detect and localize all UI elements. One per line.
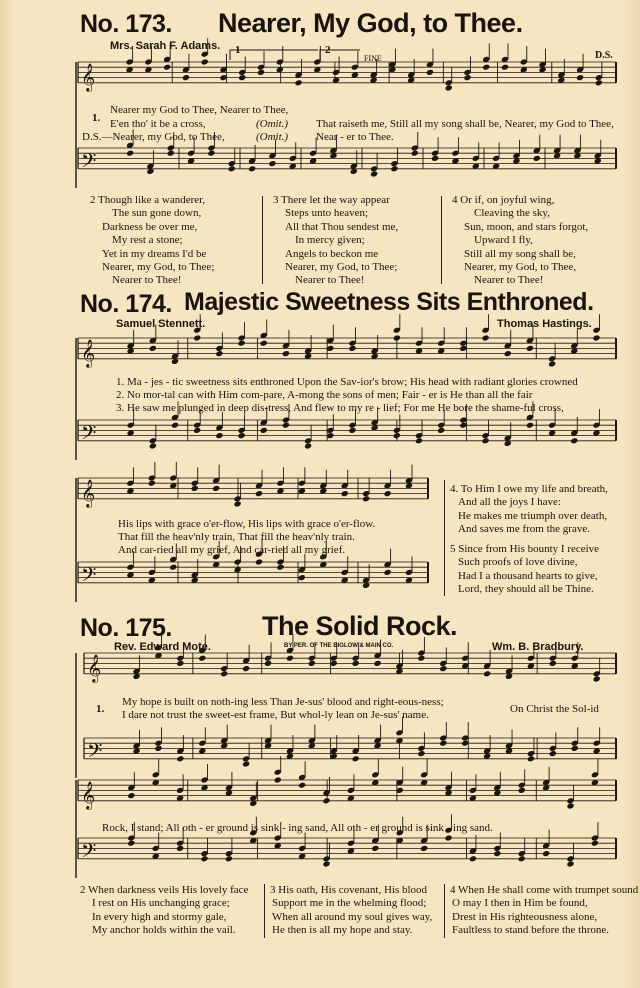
note-head [393, 432, 401, 439]
clef-symbol: 𝄞 [81, 338, 96, 367]
hymn-174-verse-5 [450, 543, 599, 597]
hymn-175-composer: Wm. B. Bradbury. [492, 641, 584, 653]
note-head [248, 165, 256, 172]
note-head [182, 74, 190, 81]
hymn-175-verse-4 [450, 884, 638, 938]
note-head [411, 150, 419, 157]
hymn-173-verse-4 [452, 194, 588, 288]
note-head [238, 432, 246, 439]
note-head [193, 427, 201, 434]
note-head [595, 79, 603, 86]
verse-line: Sun, moon, and stars forgot, [464, 220, 589, 233]
note-head [298, 574, 306, 581]
note-head [384, 490, 392, 497]
note-head [212, 485, 220, 492]
note-head [238, 340, 246, 347]
note-head [264, 660, 272, 667]
note-head [352, 755, 360, 762]
note-head [483, 670, 491, 677]
note-head [415, 437, 423, 444]
hymn-173-omit-1: (Omit.) [256, 118, 289, 130]
verse-line: O may I then in Him be found, [452, 897, 588, 910]
note-head [322, 860, 330, 867]
note-head [242, 760, 250, 767]
verse-line: And all the joys I have: [458, 496, 561, 509]
note-head [501, 64, 509, 71]
verse-line: Such proofs of love divine, [458, 556, 578, 569]
hymn-173-author: Mrs. Sarah F. Adams. [110, 40, 221, 52]
note-head [234, 500, 242, 507]
hymn-173-number: No. 173. [80, 10, 172, 38]
verse-divider [264, 884, 265, 938]
note-head [169, 564, 177, 571]
hymn-174-lyric-line-6: And car-ried all my grief, And car-ried all my grief. [118, 544, 346, 556]
verse-line: Faultless to stand before the throne. [452, 924, 610, 937]
note-head [207, 150, 215, 157]
note-head [439, 665, 447, 672]
hymn-175-author: Rev. Edward Mote. [114, 641, 211, 653]
verse-line: And saves me from the grave. [458, 523, 590, 536]
note-head [591, 840, 599, 847]
verse-number-175: 1. [96, 703, 105, 715]
verse-line: Nearer, my God, to Thee; [102, 261, 215, 274]
clef-symbol: 𝄢 [81, 562, 97, 591]
clef-symbol: 𝄞 [81, 62, 96, 91]
note-head [444, 834, 452, 841]
note-head [518, 855, 526, 862]
note-head [304, 442, 312, 449]
note-head [282, 350, 290, 357]
hymn-174-title: Majestic Sweetness Sits Enthroned. [184, 288, 594, 316]
note-head [592, 334, 600, 341]
verse-line: He makes me triumph over death, [458, 509, 608, 522]
clef-symbol: 𝄢 [81, 148, 97, 177]
hymn-173-lyric-line-2: E'en tho' it be a cross, [110, 118, 206, 130]
note-head [193, 334, 201, 341]
note-head [527, 755, 535, 762]
note-head [542, 850, 550, 857]
note-head [566, 802, 574, 809]
hymn-175-lyric-line-1: My hope is built on noth-ing less Than Je-sus' blood and right-eous-ness; [122, 696, 444, 708]
verse-line: 4 Or if, on joyful wing, [452, 194, 555, 206]
verse-line: Upward I fly, [474, 234, 533, 247]
note-head [352, 660, 360, 667]
note-head [469, 855, 477, 862]
note-head [176, 755, 184, 762]
note-head [148, 480, 156, 487]
note-head [439, 740, 447, 747]
note-head [593, 675, 601, 682]
note-head [176, 660, 184, 667]
verse-line: Darkness be over me, [102, 220, 198, 233]
note-head [127, 792, 135, 799]
hymn-173-lyric-line-3: D.S.—Nearer, my God, to Thee, [82, 131, 225, 143]
note-head [549, 750, 557, 757]
verse-line: My rest a stone; [112, 234, 183, 247]
ending-1-mark: 1 [235, 44, 241, 56]
verse-line: The sun gone down, [112, 207, 202, 220]
verse-line: Had I a thousand hearts to give, [458, 569, 598, 582]
note-head [201, 58, 209, 65]
verse-line: In every high and stormy gale, [92, 910, 227, 923]
ending-2-mark: 2 [325, 44, 331, 56]
note-head [127, 840, 135, 847]
verse-line: 2 Though like a wanderer, [90, 194, 206, 206]
note-head [163, 64, 171, 71]
note-head [242, 665, 250, 672]
clef-symbol: 𝄞 [81, 780, 96, 809]
note-head [576, 74, 584, 81]
note-head [286, 655, 294, 662]
note-head [526, 345, 534, 352]
note-head [374, 660, 382, 667]
note-head [431, 155, 439, 162]
note-head [255, 490, 263, 497]
note-head [348, 427, 356, 434]
hymn-174-lyric-line-4: His lips with grace o'er-flow, His lips with grace o'er-flow. [118, 518, 376, 530]
note-head [570, 437, 578, 444]
note-head [257, 69, 265, 76]
verse-line: 4. To Him I owe my life and breath, [450, 483, 608, 495]
note-head [445, 84, 453, 91]
note-head [518, 787, 526, 794]
note-head [504, 350, 512, 357]
verse-line: Yet in my dreams I'd be [102, 247, 207, 260]
verse-divider [262, 196, 263, 284]
verse-line: Still all my song shall be, [464, 247, 576, 260]
note-head [390, 165, 398, 172]
hymn-175-verse-2 [80, 884, 248, 938]
note-head [437, 427, 445, 434]
verse-line: Angels to beckon me [285, 247, 379, 260]
verse-line: Drest in His righteousness alone, [452, 910, 598, 923]
ending-bracket [230, 50, 318, 60]
note-head [215, 432, 223, 439]
note-head [260, 427, 268, 434]
note-head [126, 150, 134, 157]
note-head [276, 564, 284, 571]
verse-line: 3 His oath, His covenant, His blood [270, 884, 428, 896]
hymn-173-lyric-line-2b: That raiseth me, Still all my song shall be, Nearer, my God to Thee, [316, 118, 614, 130]
verse-line: 3 There let the way appear [273, 194, 390, 206]
verse-line: In mercy given; [295, 234, 365, 247]
verse-line: Nearer, my God, to Thee; [285, 261, 398, 274]
verse-line: Nearer, my God, to Thee, [464, 261, 577, 274]
verse-line: 4 When He shall come with trumpet sound [450, 884, 639, 896]
hymn-175-lyric-line-3: Rock, I stand; All oth - er ground is sink - ing sand, All oth - er ground is sink - ing sand. [102, 822, 493, 834]
note-head [149, 345, 157, 352]
note-head [566, 860, 574, 867]
note-head [238, 74, 246, 81]
note-head [420, 845, 428, 852]
note-head [482, 64, 490, 71]
note-head [167, 150, 175, 157]
clef-symbol: 𝄞 [81, 478, 96, 507]
verse-line: He then is all my hope and stay. [272, 924, 413, 937]
hymn-174-number: No. 174. [80, 290, 172, 318]
note-head [268, 160, 276, 167]
verse-line: My anchor holds within the vail. [92, 924, 236, 937]
clef-symbol: 𝄞 [87, 653, 102, 682]
fine-mark: FINE [364, 54, 382, 63]
verse-line: 2 When darkness veils His lovely face [80, 884, 249, 896]
note-head [191, 485, 199, 492]
hymn-175-permission: BY PER. OF THE BIGLOW & MAIN CO. [284, 643, 394, 649]
note-head [417, 750, 425, 757]
verse-divider [444, 480, 445, 596]
note-head [274, 776, 282, 783]
note-head [322, 797, 330, 804]
hymn-173-lyric-line-3b: Near - er to Thee. [316, 131, 394, 143]
hymn-174-lyric-line-2: 2. No mor-tal can with Him com-pare, A-mong the sons of men; Fair - er is He than all the fair [116, 389, 533, 401]
note-head [282, 422, 290, 429]
note-head [154, 745, 162, 752]
hymn-174-lyric-line-3: 3. He saw me plunged in deep dis-tress, And flew to my re - lief; For me He bore the shame-ful cross, [116, 402, 564, 414]
hymn-175-refrain-start: On Christ the Sol-id [510, 703, 599, 715]
note-head [149, 442, 157, 449]
note-head [341, 490, 349, 497]
note-head [463, 74, 471, 81]
hymn-175-title: The Solid Rock. [262, 611, 458, 641]
note-head [260, 340, 268, 347]
note-head [200, 855, 208, 862]
verse-line: Steps unto heaven; [285, 207, 369, 220]
hymn-175-verse-3 [270, 884, 432, 938]
verse-line: Nearer to Thee! [474, 274, 544, 287]
hymn-173-title: Nearer, My God, to Thee. [218, 8, 523, 38]
note-head [482, 437, 490, 444]
note-head [362, 495, 370, 502]
hymn-174-author: Samuel Stennett. [116, 318, 206, 330]
verse-line: Nearer to Thee! [112, 274, 182, 287]
hymn-174-lyric-line-5: That fill the heav'nly train, That fill the heav'nly train. [118, 531, 355, 543]
note-head [370, 170, 378, 177]
hymn-174-lyric-line-1: 1. Ma - jes - tic sweetness sits enthroned Upon the Sav-ior's brow; His head with radiant glories crowned [116, 376, 578, 388]
note-head [493, 850, 501, 857]
clef-symbol: 𝄢 [81, 420, 97, 449]
note-head [548, 360, 556, 367]
note-head [417, 655, 425, 662]
hymn-175-number: No. 175. [80, 614, 172, 642]
verse-number-173: 1. [92, 112, 101, 124]
note-head [215, 350, 223, 357]
verse-line: Nearer to Thee! [295, 274, 365, 287]
verse-line: All that Thou sendest me, [285, 220, 399, 233]
note-head [348, 345, 356, 352]
hymn-175-lyric-line-2: I dare not trust the sweet-est frame, But whol-ly lean on Je-sus' name. [122, 709, 429, 721]
note-head [198, 655, 206, 662]
verse-line: 5 Since from His bounty I receive [450, 543, 600, 555]
hymn-173-omit-2: (Omit.) [256, 131, 289, 143]
verse-line: Lord, they should all be Thine. [458, 583, 594, 596]
note-head [255, 558, 263, 565]
hymn-174-verse-4 [450, 483, 608, 537]
verse-divider [444, 884, 445, 938]
note-head [225, 855, 233, 862]
note-head [371, 845, 379, 852]
note-head [298, 782, 306, 789]
hymn-173-verse-3 [273, 194, 398, 288]
note-head [393, 334, 401, 341]
note-head [384, 569, 392, 576]
note-head [308, 660, 316, 667]
clef-symbol: 𝄢 [87, 738, 103, 767]
note-head [571, 745, 579, 752]
note-head [228, 165, 236, 172]
note-head [220, 670, 228, 677]
hymn-173-lyric-line-1: Nearer my God to Thee, Nearer to Thee, [110, 104, 289, 116]
note-head [176, 845, 184, 852]
hymn-173-verse-2 [90, 194, 214, 288]
verse-divider [441, 196, 442, 284]
clef-symbol: 𝄢 [81, 838, 97, 867]
verse-line: Support me in the whelming flood; [272, 897, 427, 910]
note-head [171, 422, 179, 429]
hymn-174-composer: Thomas Hastings. [497, 318, 592, 330]
note-head [549, 660, 557, 667]
verse-line: When all around my soul gives way, [272, 910, 433, 923]
note-head [526, 422, 534, 429]
verse-line: Cleaving the sky, [474, 207, 550, 220]
note-head [426, 69, 434, 76]
ds-mark: D.S. [595, 50, 613, 61]
note-head [482, 334, 490, 341]
verse-line: I rest on His unchanging grace; [92, 897, 230, 910]
note-head [295, 79, 303, 86]
note-head [533, 155, 541, 162]
